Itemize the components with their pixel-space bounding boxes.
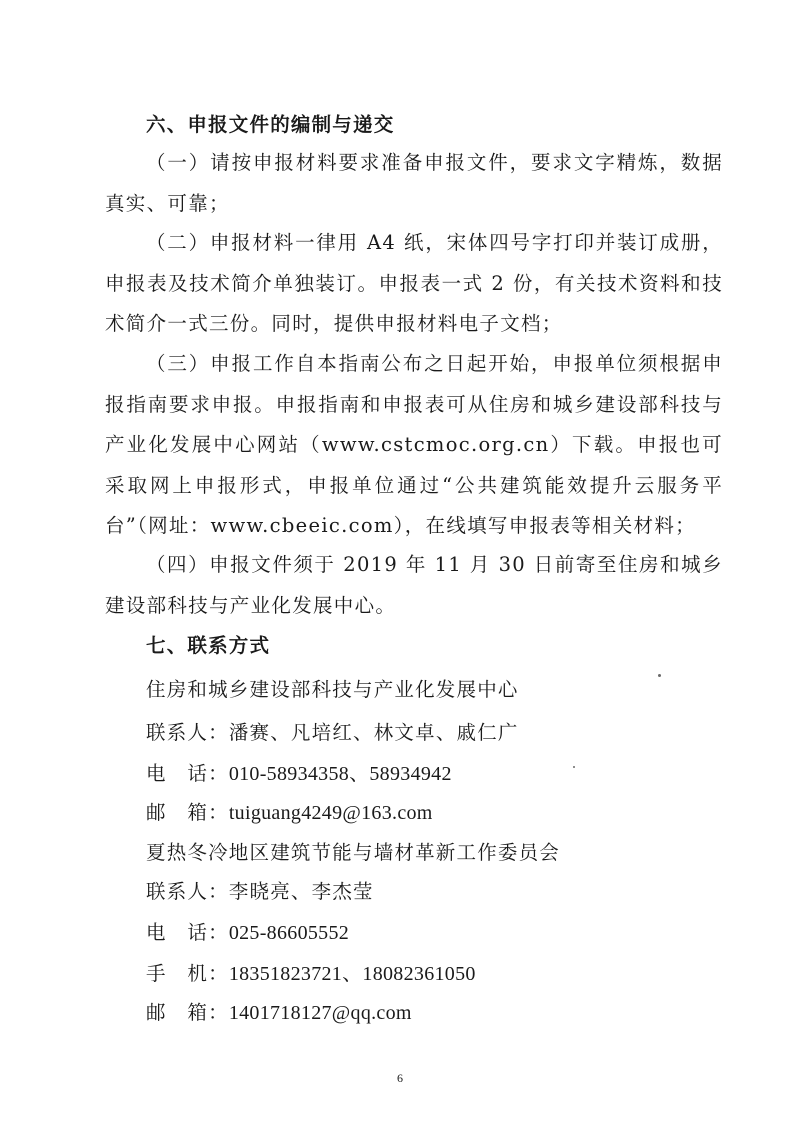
org1-phone: 010-58934358、58934942 bbox=[228, 763, 452, 785]
org2-contacts: 李晓亮、李杰莹 bbox=[228, 880, 374, 903]
org2-email: 1401718127@qq.com bbox=[228, 1002, 412, 1024]
section-7-heading: 七、联系方式 bbox=[146, 634, 271, 657]
org2-email-label: 邮 箱： bbox=[146, 1001, 229, 1024]
org2-contacts-label: 联系人： bbox=[146, 880, 229, 903]
org2-email-row bbox=[146, 998, 412, 1028]
org1-phone-row bbox=[146, 759, 452, 789]
org1-contacts-row bbox=[146, 718, 519, 748]
org2-mobile-row bbox=[146, 959, 476, 989]
org1-contacts-label: 联系人： bbox=[146, 721, 229, 744]
org2-name: 夏热冬冷地区建筑节能与墙材革新工作委员会 bbox=[146, 841, 561, 864]
paragraph-3: （三）申报工作自本指南公布之日起开始，申报单位须根据申报指南要求申报。申报指南和申报表可从住房和城乡建设部科技与产业化发展中心网站（www.cstcmoc.org.cn）下载。申报也可采取网上申报形式，申报单位通过“公共建筑能效提升云服务平台”（网址：www.cbeeic.com），在线填写申报表等相关材料； bbox=[105, 352, 723, 538]
paragraph-1: （一）请按申报材料要求准备申报文件，要求文字精炼，数据真实、可靠； bbox=[105, 151, 723, 215]
org2-mobile: 18351823721、18082361050 bbox=[228, 963, 476, 985]
org1-email: tuiguang4249@163.com bbox=[228, 802, 433, 824]
org2-contacts-row bbox=[146, 877, 374, 907]
page-number: 6 bbox=[397, 1071, 403, 1085]
org1-email-label: 邮 箱： bbox=[146, 801, 229, 824]
org2-phone-label: 电 话： bbox=[146, 921, 229, 944]
paragraph-2: （二）申报材料一律用 A4 纸，宋体四号字打印并装订成册，申报表及技术简介单独装订。申报表一式 2 份，有关技术资料和技术简介一式三份。同时，提供申报材料电子文档； bbox=[105, 231, 723, 336]
scan-speck bbox=[573, 766, 575, 768]
org1-phone-label: 电 话： bbox=[146, 762, 229, 785]
org2-mobile-label: 手 机： bbox=[146, 962, 229, 985]
org1-contacts: 潘赛、凡培红、林文卓、戚仁广 bbox=[228, 721, 519, 744]
paragraph-4: （四）申报文件须于 2019 年 11 月 30 日前寄至住房和城乡建设部科技与产业化发展中心。 bbox=[105, 553, 723, 617]
org2-phone-row bbox=[146, 918, 349, 948]
org1-name: 住房和城乡建设部科技与产业化发展中心 bbox=[146, 678, 519, 701]
org1-email-row bbox=[146, 798, 433, 828]
section-6-heading: 六、申报文件的编制与递交 bbox=[146, 113, 395, 136]
org2-phone: 025-86605552 bbox=[228, 922, 350, 944]
scan-speck bbox=[658, 674, 661, 677]
